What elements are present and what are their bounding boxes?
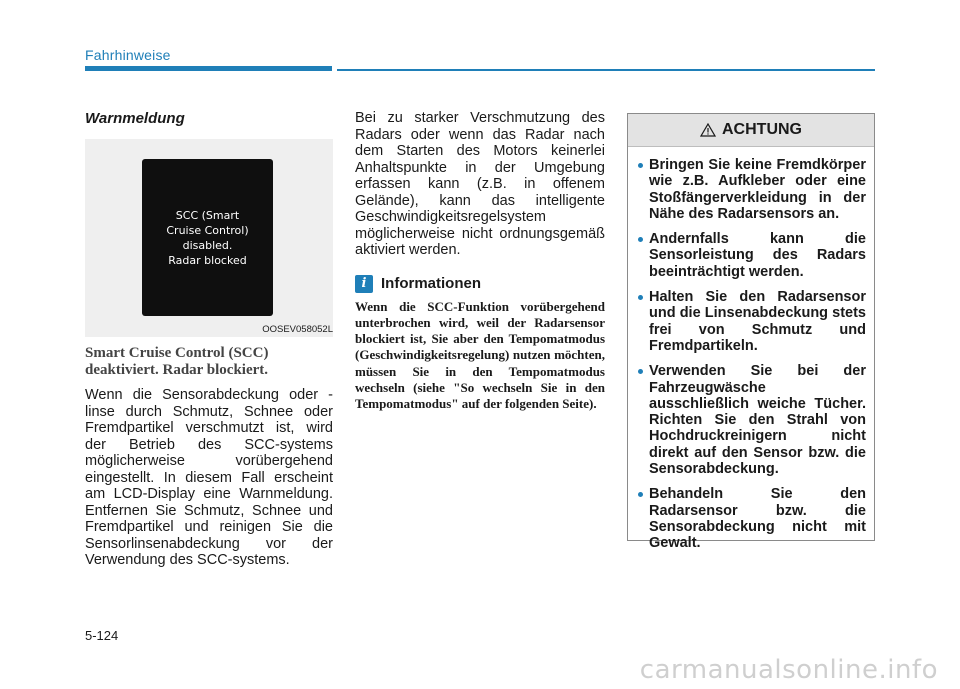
lcd-message [153,208,263,268]
warning-heading: Warnmeldung [85,110,185,127]
lcd-display [142,159,273,316]
info-icon: i [355,275,373,293]
info-header [355,275,605,293]
caution-item: Verwenden Sie bei der Fahrzeugwäsche ausschließlich weiche Tücher. Richten Sie den Strahl von Hochdruckreinigern nicht direkt auf den Sensor bzw. die Sensorabdeckung. [638,363,866,477]
lcd-line: Cruise Control) [166,223,249,237]
message-subheading: Smart Cruise Control (SCC) deaktiviert. Radar blockiert. [85,345,269,378]
lcd-line: SCC (Smart [175,208,240,222]
figure-code: OOSEV058052L [262,324,333,335]
lcd-line: Radar blocked [168,253,247,267]
lcd-line: disabled. [182,238,233,252]
display-figure [85,139,333,337]
caution-box [627,113,875,552]
header-rule-thin [337,69,875,71]
section-title: Fahrhinweise [85,47,171,63]
info-title: Informationen [381,275,481,292]
caution-title: ACHTUNG [722,121,802,138]
header-rule-thick [85,66,332,71]
page-number: 5-124 [85,628,119,643]
caution-item: Bringen Sie keine Fremdkörper wie z.B. Aufkleber oder eine Stoßfängerverkleidung in der Nähe des Radarsensors an. [638,157,866,222]
info-text: Wenn die SCC-Funktion vorübergehend unterbrochen wird, weil der Radarsensor blockiert ist, Sie aber den Tempomatmodus (Geschwindigkeitsregelung) nutzen möchten, müssen Sie in den Tempomatmodus wechseln (siehe "So wechseln Sie in den Tempomatmodus" auf der folgenden Seite). [355,298,605,412]
caution-item: Andernfalls kann die Sensorleistung des Radars beeinträchtigt werden. [638,231,866,280]
left-column [85,108,333,569]
caution-item: Behandeln Sie den Radarsensor bzw. die Sensorabdeckung nicht mit Gewalt. [638,486,866,551]
middle-paragraph: Bei zu starker Verschmutzung des Radars oder wenn das Radar nach dem Starten des Motors keinerlei Anhaltspunkte in der Umgebung erfassen kann (z.B. in offenem Gelände), kann das intelligente Geschwindigkeitsregelsystem möglicherweise nicht ordnungsgemäß aktiviert werden. [355,110,605,258]
caution-list [628,147,874,552]
middle-column [355,108,605,413]
watermark: carmanualsonline.info [639,655,938,685]
caution-item: Halten Sie den Radarsensor und die Linsenabdeckung stets frei von Schmutz und Fremdpartikeln. [638,289,866,354]
warning-triangle-icon [700,123,716,137]
caution-header [628,114,874,147]
left-paragraph: Wenn die Sensorabdeckung oder -linse durch Schmutz, Schnee oder Fremdpartikel verschmutzt ist, wird der Betrieb des SCC-systems möglicherweise vorübergehend eingestellt. In diesem Fall erscheint am LCD-Display eine Warnmeldung. Entfernen Sie Schmutz, Schnee und Fremdpartikel und reinigen Sie die Sensorlinsenabdeckung vor der Verwendung des SCC-systems. [85,387,333,568]
